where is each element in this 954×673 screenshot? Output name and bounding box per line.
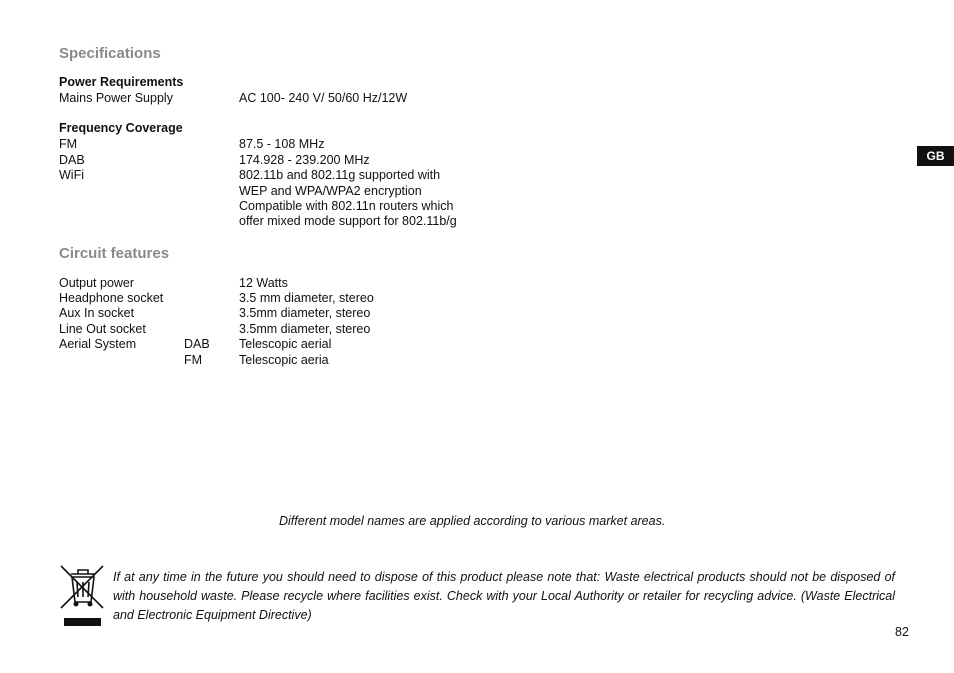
spec-value: Telescopic aerial <box>239 337 332 351</box>
language-tab: GB <box>917 146 954 166</box>
spec-value: Telescopic aeria <box>239 353 329 367</box>
circuit-features-title: Circuit features <box>59 245 170 262</box>
spec-label: Line Out socket <box>59 322 146 336</box>
spec-value: Compatible with 802.11n routers which <box>239 199 454 213</box>
spec-value: WEP and WPA/WPA2 encryption <box>239 184 422 198</box>
spec-value: 3.5mm diameter, stereo <box>239 306 371 320</box>
page-number: 82 <box>895 625 909 639</box>
model-names-note: Different model names are applied according to various market areas. <box>279 514 666 528</box>
spec-sublabel: DAB <box>184 337 210 351</box>
spec-label: Aerial System <box>59 337 137 351</box>
crossed-out-wheelie-bin-icon <box>59 564 105 628</box>
spec-label: Output power <box>59 276 135 290</box>
spec-value: offer mixed mode support for 802.11b/g <box>239 214 457 228</box>
weee-disposal-notice: If at any time in the future you should need to dispose of this product please note that: Waste electrical products should not be disposed of with household waste. Please recycle where facilities exist. Check with your Local Authority or retailer for recycling advice. (Waste Electrical and Electronic Equipment Directive) <box>113 570 895 622</box>
spec-label: DAB <box>59 153 85 167</box>
spec-value: 87.5 - 108 MHz <box>239 137 325 151</box>
spec-label: Aux In socket <box>59 306 135 320</box>
frequency-coverage-heading: Frequency Coverage <box>59 121 183 135</box>
spec-value: 802.11b and 802.11g supported with <box>239 168 441 182</box>
spec-value: 174.928 - 239.200 MHz <box>239 153 370 167</box>
spec-value: 3.5mm diameter, stereo <box>239 322 371 336</box>
spec-label: Headphone socket <box>59 291 164 305</box>
specifications-title: Specifications <box>59 45 161 62</box>
spec-label: FM <box>59 137 78 151</box>
power-requirements-heading: Power Requirements <box>59 75 184 89</box>
spec-value: 12 Watts <box>239 276 288 290</box>
spec-value: AC 100- 240 V/ 50/60 Hz/12W <box>239 91 408 105</box>
spec-label: Mains Power Supply <box>59 91 173 105</box>
spec-label: WiFi <box>59 168 84 182</box>
spec-value: 3.5 mm diameter, stereo <box>239 291 374 305</box>
spec-sublabel: FM <box>184 353 203 367</box>
